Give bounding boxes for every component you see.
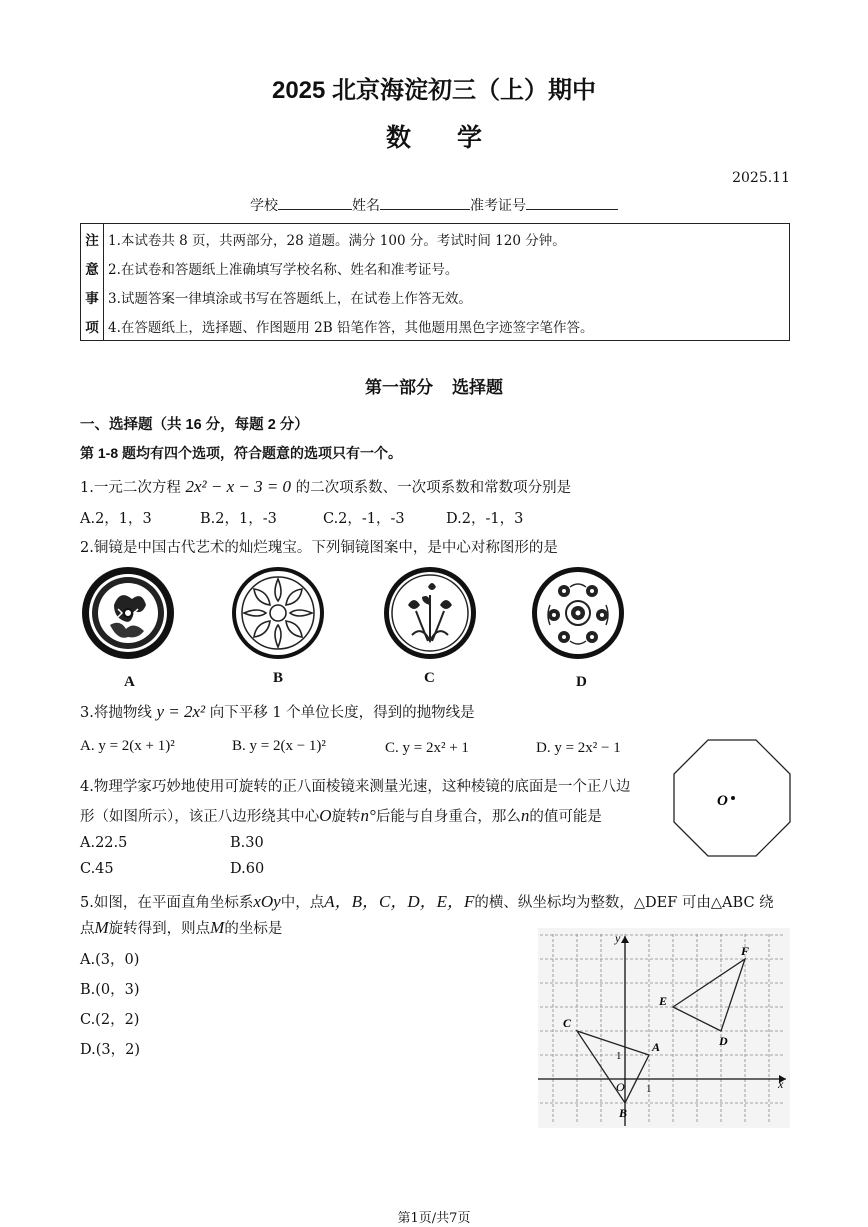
- q4-text-b: 旋转: [331, 809, 361, 825]
- id-label: 准考证号: [470, 198, 526, 214]
- mirror-d-image[interactable]: [530, 565, 626, 661]
- q1-equation: 2x² − x − 3 = 0: [185, 477, 292, 496]
- question-4-line2: [80, 805, 602, 826]
- point-label-f: F: [741, 944, 750, 958]
- q4-text-a: 形（如图所示），该正八边形绕其中心: [80, 809, 320, 825]
- notice-item: 1.本试卷共 8 页，共两部分，28 道题。满分 100 分。考试时间 120 分钟。: [108, 232, 566, 249]
- notice-item: 2.在试卷和答题纸上准确填写学校名称、姓名和准考证号。: [108, 261, 459, 278]
- q5-xoy: xOy: [253, 892, 281, 911]
- notice-side-char: 项: [81, 311, 104, 341]
- question-1-stem: [80, 476, 571, 497]
- point-label-d: D: [719, 1034, 728, 1048]
- q1-option-c[interactable]: C.2，-1，-3: [323, 511, 405, 527]
- subject-title: 数学: [385, 123, 528, 152]
- point-label-e: E: [659, 994, 668, 1008]
- school-label: 学校: [250, 198, 278, 214]
- q5-m2: M: [210, 918, 225, 937]
- q1-prefix: 1.一元二次方程: [80, 480, 181, 496]
- q4-option-a[interactable]: A.22.5: [80, 835, 128, 851]
- name-label: 姓名: [352, 198, 380, 214]
- mirror-a-image[interactable]: [80, 565, 176, 661]
- q4-text-c: 后能与自身重合，那么: [375, 809, 521, 825]
- notice-side-char: 注: [81, 224, 104, 254]
- notice-row: [81, 282, 790, 311]
- name-blank[interactable]: [380, 197, 470, 210]
- x-tick-1: 1: [646, 1083, 652, 1095]
- school-blank[interactable]: [278, 197, 352, 210]
- exam-date: 2025.11: [732, 170, 790, 186]
- q5-text-b: 中，点: [280, 895, 325, 911]
- q1-option-a[interactable]: A.2，1，3: [80, 511, 152, 527]
- q3-option-c[interactable]: C. y = 2x² + 1: [385, 740, 469, 756]
- question-3-stem: [80, 701, 475, 722]
- notice-row: [81, 224, 790, 254]
- q5-option-c[interactable]: C.(2，2): [80, 1012, 140, 1028]
- q3-equation: y = 2x²: [156, 702, 206, 721]
- section-instruction: 第 1-8 题均有四个选项，符合题意的选项只有一个。: [80, 445, 403, 461]
- y-axis-label: y: [615, 931, 621, 945]
- point-label-a: A: [652, 1040, 661, 1054]
- notice-side-char: 意: [81, 253, 104, 282]
- id-blank[interactable]: [526, 197, 618, 210]
- mirror-c-label: C: [424, 670, 435, 686]
- mirror-b-image[interactable]: [230, 565, 326, 661]
- notice-item: 3.试题答案一律填涂或书写在答题纸上，在试卷上作答无效。: [108, 290, 472, 307]
- q4-angle-n: n°: [360, 806, 376, 825]
- q3-suffix: 向下平移 1 个单位长度，得到的抛物线是: [209, 705, 475, 721]
- q5-option-d[interactable]: D.(3，2): [80, 1042, 140, 1058]
- q3-prefix: 3.将抛物线: [80, 705, 152, 721]
- point-label-c: C: [563, 1016, 572, 1030]
- q5-m: M: [94, 918, 109, 937]
- q4-text-d: 的值可能是: [529, 809, 602, 825]
- mirror-d-label: D: [576, 674, 587, 690]
- q4-center-o: O: [319, 806, 332, 825]
- q5-text-e: 旋转得到，则点: [108, 921, 211, 937]
- section-title: 一、选择题（共 16 分，每题 2 分）: [80, 417, 309, 433]
- question-5-line2: [80, 917, 282, 938]
- q4-n: n: [520, 806, 530, 825]
- q1-option-b[interactable]: B.2，1，-3: [200, 511, 277, 527]
- origin-label: O: [616, 1080, 625, 1094]
- student-info-line: [0, 195, 868, 215]
- q1-suffix: 的二次项系数、一次项系数和常数项分别是: [295, 480, 572, 496]
- octagon-center-label: O: [717, 793, 728, 809]
- notice-row: [81, 311, 790, 341]
- part-title: 第一部分 选择题: [365, 378, 503, 397]
- q4-option-d[interactable]: D.60: [230, 861, 265, 877]
- notice-item: 4.在答题纸上，选择题、作图题用 2B 铅笔作答，其他题用黑色字迹签字笔作答。: [108, 319, 594, 336]
- q3-option-d[interactable]: D. y = 2x² − 1: [536, 740, 621, 756]
- mirror-a-label: A: [124, 674, 135, 690]
- q4-option-b[interactable]: B.30: [230, 835, 264, 851]
- notice-row: [81, 253, 790, 282]
- notice-side-char: 事: [81, 282, 104, 311]
- q5-text-a: 5.如图，在平面直角坐标系: [80, 895, 254, 911]
- mirror-c-image[interactable]: [382, 565, 478, 661]
- x-axis-label: x: [778, 1077, 784, 1091]
- q3-option-a[interactable]: A. y = 2(x + 1)²: [80, 738, 175, 754]
- y-tick-1: 1: [616, 1050, 622, 1062]
- page-footer: 第1页/共7页: [397, 1211, 471, 1226]
- question-2-stem: 2.铜镜是中国古代艺术的灿烂瑰宝。下列铜镜图案中，是中心对称图形的是: [80, 540, 558, 556]
- q5-text-d: 点: [80, 921, 95, 937]
- q1-option-d[interactable]: D.2，-1，3: [446, 511, 524, 527]
- notice-table: [80, 223, 790, 341]
- q5-text-f: 的坐标是: [224, 921, 283, 937]
- q5-points: A，B，C，D，E，F: [324, 892, 475, 911]
- octagon-figure: [670, 737, 794, 859]
- mirror-b-label: B: [273, 670, 284, 686]
- q4-option-c[interactable]: C.45: [80, 861, 114, 877]
- question-5-line1: [80, 887, 774, 912]
- q5-option-b[interactable]: B.(0，3): [80, 982, 140, 998]
- page-title: 2025 北京海淀初三（上）期中: [271, 77, 597, 104]
- question-4-line1: 4.物理学家巧妙地使用可旋转的正八面棱镜来测量光速，这种棱镜的底面是一个正八边: [80, 779, 631, 795]
- q5-text-c: 的横、纵坐标均为整数，△DEF 可由△ABC 绕: [474, 895, 774, 911]
- point-label-b: B: [619, 1106, 628, 1120]
- q5-option-a[interactable]: A.(3，0): [80, 952, 140, 968]
- coordinate-grid-figure: [538, 928, 790, 1128]
- q3-option-b[interactable]: B. y = 2(x − 1)²: [232, 738, 326, 754]
